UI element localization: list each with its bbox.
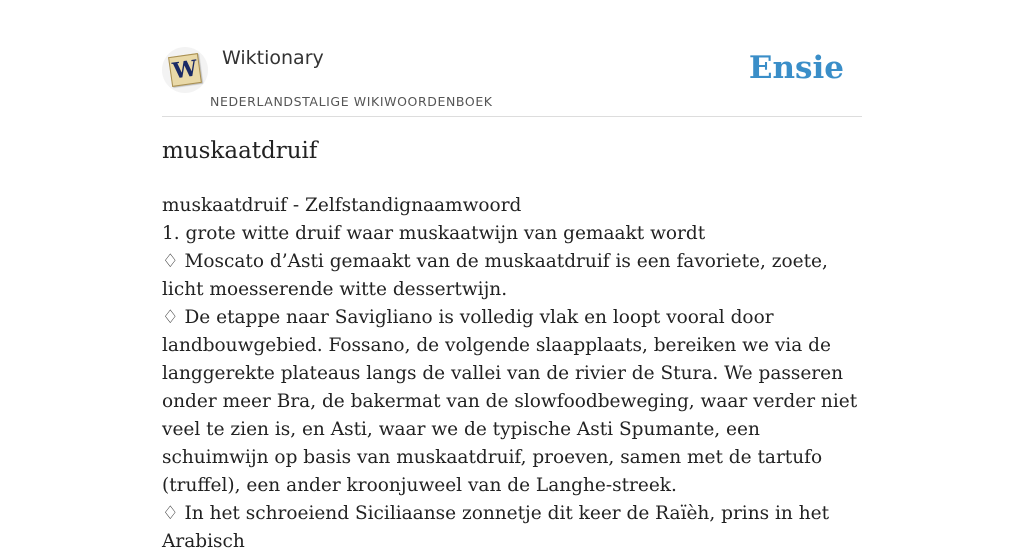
page-title: muskaatdruif bbox=[162, 138, 318, 164]
entry-definition: 1. grote witte druif waar muskaatwijn van gemaakt wordt bbox=[162, 223, 706, 244]
wiktionary-logo-icon[interactable] bbox=[162, 47, 208, 93]
example-sentence: ♢ In het schroeiend Siciliaanse zonnetje dit keer de Raïèh, prins in het Arabisch bbox=[162, 503, 830, 552]
example-sentence: ♢ De etappe naar Savigliano is volledig vlak en loopt vooral door landbouwgebied. Fossano, de volgende slaapplaats, bereiken we via de langgerekte plateaus langs de vallei van de rivier de Stura. We passeren onder meer Bra, de bakermat van de slowfoodbeweging, waar verder niet veel te zien is, en Asti, waar we de typische Asti Spumante, een schuimwijn op basis van muskaatdruif, proeven, samen met de tartufo (truffel), een ander kroonjuweel van de Langhe-streek. bbox=[162, 307, 858, 496]
ensie-logo-link[interactable]: Ensie bbox=[748, 50, 844, 86]
site-subtitle: NEDERLANDSTALIGE WIKIWOORDENBOEK bbox=[210, 94, 493, 109]
logo-tile: W bbox=[168, 53, 202, 87]
example-sentence: ♢ Moscato d’Asti gemaakt van de muskaatdruif is een favoriete, zoete, licht moesserende witte dessertwijn. bbox=[162, 251, 828, 300]
entry-content bbox=[162, 192, 862, 556]
entry-heading: muskaatdruif - Zelfstandignaamwoord bbox=[162, 195, 522, 216]
site-header bbox=[162, 44, 862, 117]
site-name[interactable]: Wiktionary bbox=[222, 47, 324, 69]
